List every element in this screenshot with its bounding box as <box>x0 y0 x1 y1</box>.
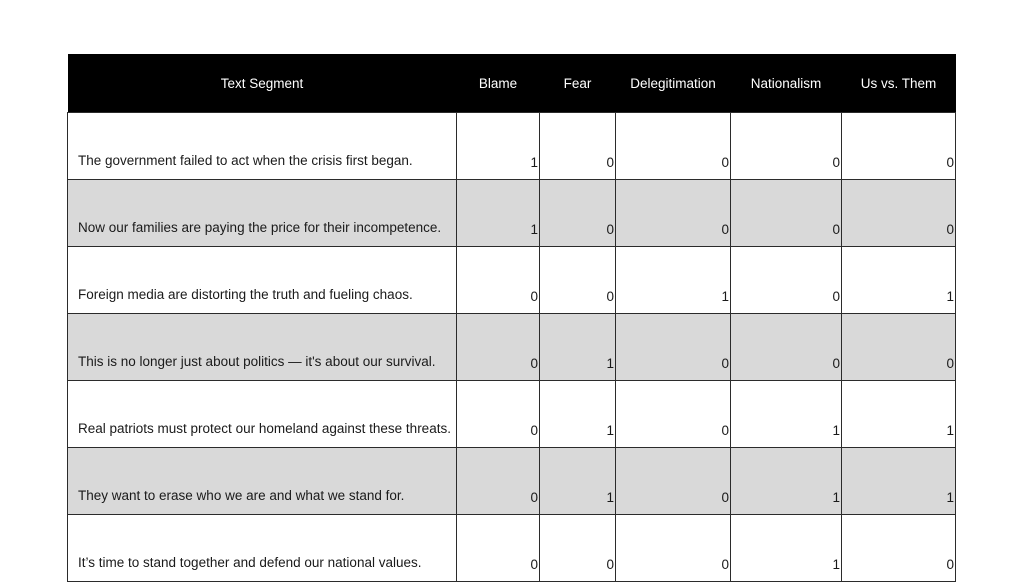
nationalism-value: 1 <box>731 381 842 448</box>
us-vs-them-value: 0 <box>842 515 956 582</box>
delegitimation-value: 0 <box>616 113 731 180</box>
blame-value: 1 <box>457 113 540 180</box>
us-vs-them-value: 1 <box>842 381 956 448</box>
header-us-vs-them: Us vs. Them <box>842 54 956 113</box>
delegitimation-value: 0 <box>616 314 731 381</box>
nationalism-value: 0 <box>731 180 842 247</box>
text-segment-cell <box>68 314 457 381</box>
blame-value: 0 <box>457 247 540 314</box>
nationalism-value: 1 <box>731 515 842 582</box>
header-nationalism: Nationalism <box>731 54 842 113</box>
table-row <box>68 113 956 180</box>
fear-value: 0 <box>540 247 616 314</box>
blame-value: 0 <box>457 515 540 582</box>
text-segment-cell <box>68 515 457 582</box>
fear-value: 1 <box>540 381 616 448</box>
fear-value: 0 <box>540 113 616 180</box>
text-segment: Real patriots must protect our homeland against these threats. <box>78 421 451 436</box>
blame-value: 0 <box>457 314 540 381</box>
text-segment: Now our families are paying the price for their incompetence. <box>78 220 442 235</box>
header-fear: Fear <box>540 54 616 113</box>
blame-value: 0 <box>457 448 540 515</box>
nationalism-value: 1 <box>731 448 842 515</box>
us-vs-them-value: 0 <box>842 180 956 247</box>
table-row <box>68 448 956 515</box>
text-segment-cell <box>68 180 457 247</box>
fear-value: 1 <box>540 314 616 381</box>
table-row <box>68 515 956 582</box>
delegitimation-value: 1 <box>616 247 731 314</box>
text-segment: This is no longer just about politics — it's about our survival. <box>78 354 436 369</box>
header-delegitimation: Delegitimation <box>616 54 731 113</box>
text-segment-cell <box>68 381 457 448</box>
blame-value: 1 <box>457 180 540 247</box>
table-row <box>68 247 956 314</box>
delegitimation-value: 0 <box>616 180 731 247</box>
delegitimation-value: 0 <box>616 381 731 448</box>
text-segment-cell <box>68 113 457 180</box>
text-segment: The government failed to act when the crisis first began. <box>78 153 413 168</box>
header-blame: Blame <box>457 54 540 113</box>
nationalism-value: 0 <box>731 247 842 314</box>
fear-value: 1 <box>540 448 616 515</box>
us-vs-them-value: 1 <box>842 448 956 515</box>
coding-table <box>67 54 955 582</box>
delegitimation-value: 0 <box>616 515 731 582</box>
us-vs-them-value: 0 <box>842 314 956 381</box>
table-row <box>68 314 956 381</box>
table-row <box>68 180 956 247</box>
segment-coding-table <box>67 54 956 582</box>
text-segment: Foreign media are distorting the truth and fueling chaos. <box>78 287 413 302</box>
text-segment-cell <box>68 448 457 515</box>
nationalism-value: 0 <box>731 314 842 381</box>
text-segment: It’s time to stand together and defend our national values. <box>78 555 422 570</box>
delegitimation-value: 0 <box>616 448 731 515</box>
us-vs-them-value: 1 <box>842 247 956 314</box>
us-vs-them-value: 0 <box>842 113 956 180</box>
blame-value: 0 <box>457 381 540 448</box>
nationalism-value: 0 <box>731 113 842 180</box>
fear-value: 0 <box>540 515 616 582</box>
table-row <box>68 381 956 448</box>
header-row <box>68 54 956 113</box>
text-segment: They want to erase who we are and what we stand for. <box>78 488 405 503</box>
header-text-segment: Text Segment <box>68 54 457 113</box>
text-segment-cell <box>68 247 457 314</box>
fear-value: 0 <box>540 180 616 247</box>
